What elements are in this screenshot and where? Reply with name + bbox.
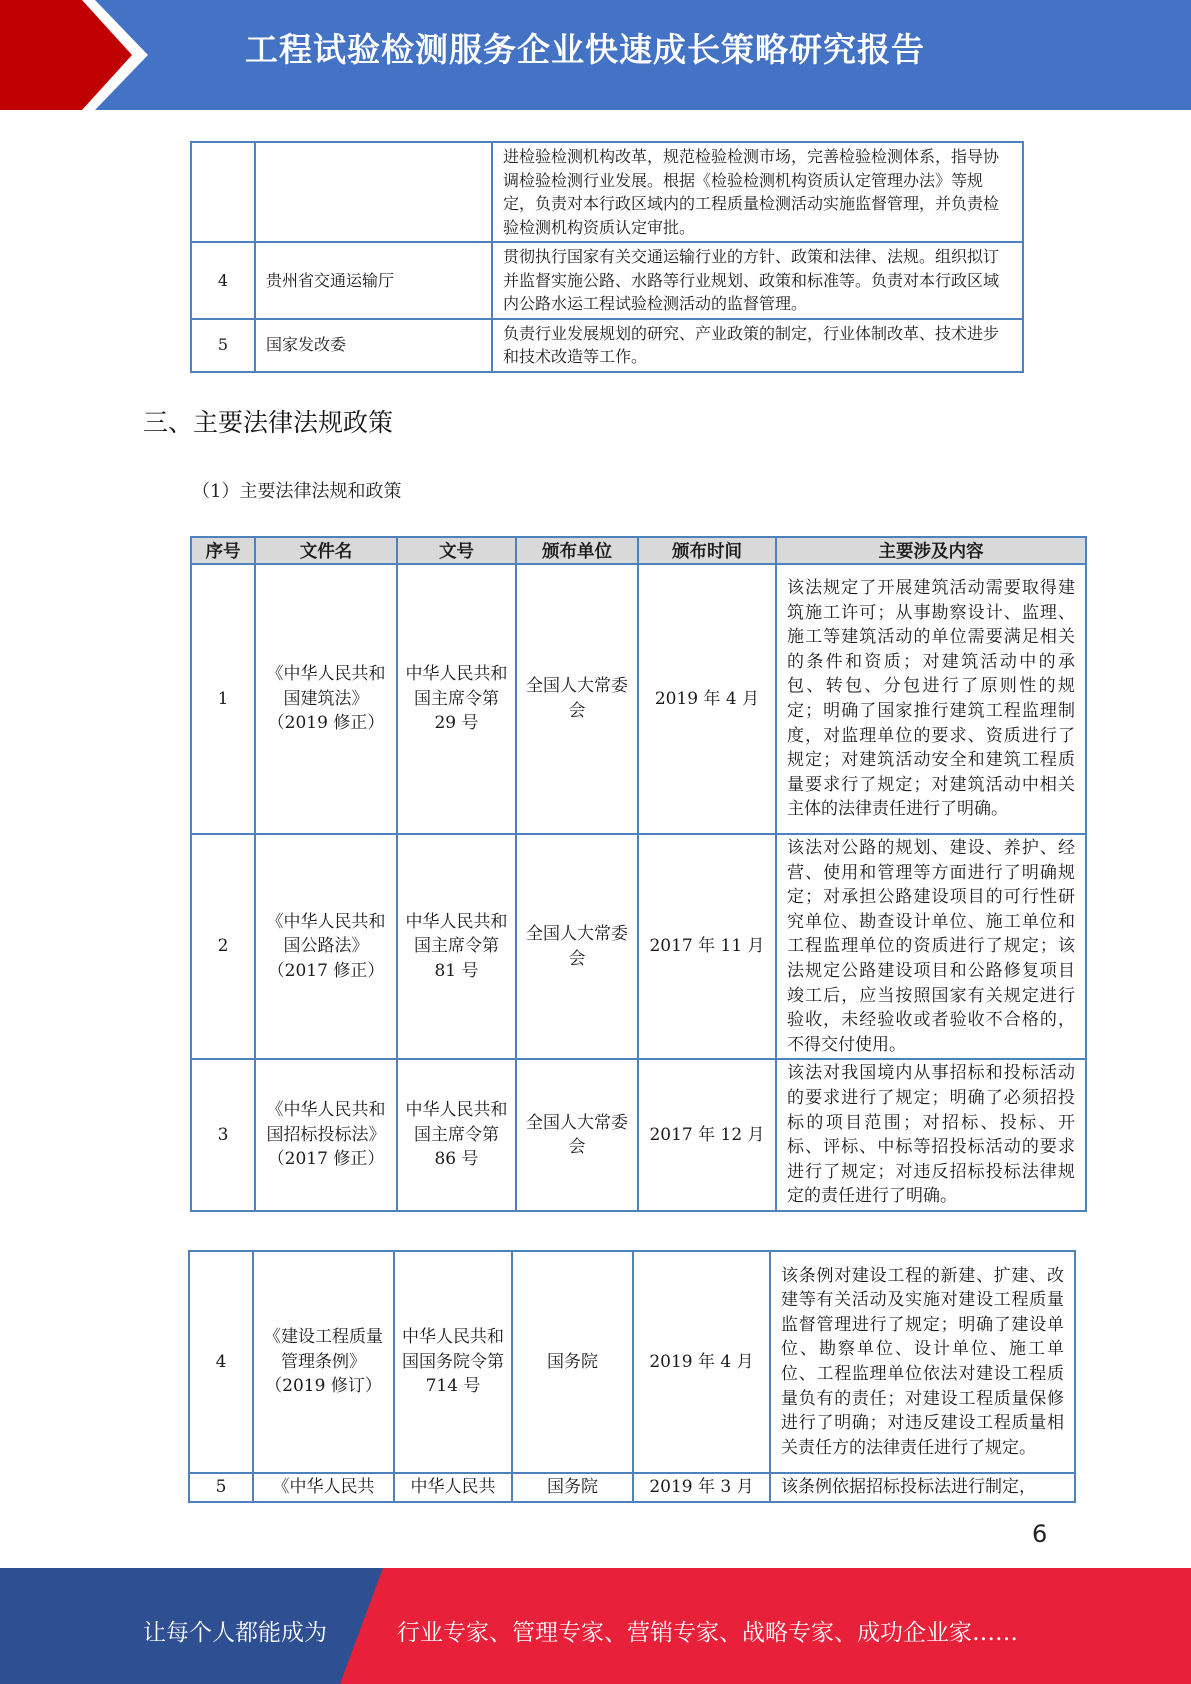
header-bar xyxy=(0,0,1191,110)
row-number: 5 xyxy=(191,319,255,372)
table-row xyxy=(191,142,1023,242)
law-content: 该法对公路的规划、建设、养护、经营、使用和管理等方面进行了明确规定；对承担公路建设项目的可行性研究单位、勘查设计单位、施工单位和工程监理单位的资质进行了规定；该法规定公路建设项目和公路修复项目竣工后，应当按照国家有关规定进行验收，未经验收或者验收不合格的，不得交付使用。 xyxy=(776,834,1086,1059)
law-name: 《建设工程质量管理条例》（2019 修订） xyxy=(253,1251,394,1473)
law-doc-number: 中华人民共和国主席令第 29 号 xyxy=(397,564,516,834)
footer-slogan-left: 让每个人都能成为 xyxy=(143,1620,327,1646)
law-issuer: 国务院 xyxy=(512,1473,633,1502)
law-number: 3 xyxy=(191,1059,255,1211)
law-issuer: 全国人大常委会 xyxy=(516,564,638,834)
law-issuer: 全国人大常委会 xyxy=(516,834,638,1059)
authority-name: 国家发改委 xyxy=(255,319,492,372)
law-date: 2019 年 4 月 xyxy=(638,564,776,834)
subsection-heading: （1）主要法律法规和政策 xyxy=(192,481,402,502)
report-title: 工程试验检测服务企业快速成长策略研究报告 xyxy=(245,30,925,69)
law-date: 2017 年 12 月 xyxy=(638,1059,776,1211)
law-issuer: 国务院 xyxy=(512,1251,633,1473)
laws-table-continued xyxy=(188,1250,1076,1503)
column-header: 主要涉及内容 xyxy=(776,537,1086,564)
law-content: 该条例依据招标投标法进行制定， xyxy=(770,1473,1075,1502)
table-row xyxy=(191,242,1023,319)
law-doc-number: 中华人民共和国主席令第 86 号 xyxy=(397,1059,516,1211)
authority-duty: 进检验检测机构改革，规范检验检测市场，完善检验检测体系，指导协调检验检测行业发展。根据《检验检测机构资质认定管理办法》等规定，负责对本行政区域内的工程质量检测活动实施监督管理，并负责检验检测机构资质认定审批。 xyxy=(492,142,1023,242)
table-row xyxy=(191,834,1086,1059)
law-doc-number: 中华人民共和国国务院令第 714 号 xyxy=(394,1251,512,1473)
authority-duty: 贯彻执行国家有关交通运输行业的方针、政策和法律、法规。组织拟订并监督实施公路、水路等行业规划、政策和标准等。负责对本行政区域内公路水运工程试验检测活动的监督管理。 xyxy=(492,242,1023,319)
table-row xyxy=(189,1251,1075,1473)
authority-duty: 负责行业发展规划的研究、产业政策的制定，行业体制改革、技术进步和技术改造等工作。 xyxy=(492,319,1023,372)
law-name: 《中华人民共和国招标投标法》（2017 修正） xyxy=(255,1059,397,1211)
law-doc-number: 中华人民共 xyxy=(394,1473,512,1502)
law-number: 4 xyxy=(189,1251,253,1473)
law-content: 该法规定了开展建筑活动需要取得建筑施工许可；从事勘察设计、监理、施工等建筑活动的单位需要满足相关的条件和资质；对建筑活动中的承包、转包、分包进行了原则性的规定；明确了国家推行建筑工程监理制度，对监理单位的要求、资质进行了规定；对建筑活动安全和建筑工程质量要求行了规定；对建筑活动中相关主体的法律责任进行了明确。 xyxy=(776,564,1086,834)
table-header-row xyxy=(191,537,1086,564)
table-row xyxy=(191,319,1023,372)
authority-name xyxy=(255,142,492,242)
law-name: 《中华人民共 xyxy=(253,1473,394,1502)
authorities-table xyxy=(190,141,1024,373)
column-header: 文号 xyxy=(397,537,516,564)
law-number: 2 xyxy=(191,834,255,1059)
law-name: 《中华人民共和国建筑法》（2019 修正） xyxy=(255,564,397,834)
section-heading: 三、主要法律法规政策 xyxy=(143,408,394,437)
table-row xyxy=(191,564,1086,834)
authority-name: 贵州省交通运输厅 xyxy=(255,242,492,319)
law-doc-number: 中华人民共和国主席令第 81 号 xyxy=(397,834,516,1059)
column-header: 文件名 xyxy=(255,537,397,564)
law-content: 该条例对建设工程的新建、扩建、改建等有关活动及实施对建设工程质量监督管理进行了规定；明确了建设单位、勘察单位、设计单位、施工单位、工程监理单位依法对建设工程质量负有的责任；对建设工程质量保修进行了明确；对违反建设工程质量相关责任方的法律责任进行了规定。 xyxy=(770,1251,1075,1473)
column-header: 序号 xyxy=(191,537,255,564)
law-issuer: 全国人大常委会 xyxy=(516,1059,638,1211)
table-row xyxy=(191,1059,1086,1211)
column-header: 颁布时间 xyxy=(638,537,776,564)
law-number: 5 xyxy=(189,1473,253,1502)
law-content: 该法对我国境内从事招标和投标活动的要求进行了规定；明确了必须招投标的项目范围；对招标、投标、开标、评标、中标等招投标活动的要求进行了规定；对违反招标投标法律规定的责任进行了明确。 xyxy=(776,1059,1086,1211)
header-arrow-decoration xyxy=(0,0,150,110)
law-date: 2019 年 3 月 xyxy=(633,1473,770,1502)
law-number: 1 xyxy=(191,564,255,834)
law-date: 2017 年 11 月 xyxy=(638,834,776,1059)
law-date: 2019 年 4 月 xyxy=(633,1251,770,1473)
page-number: 6 xyxy=(1032,1520,1048,1548)
column-header: 颁布单位 xyxy=(516,537,638,564)
table-row xyxy=(189,1473,1075,1502)
laws-table xyxy=(190,536,1087,1212)
row-number xyxy=(191,142,255,242)
footer-slogan-right: 行业专家、管理专家、营销专家、战略专家、成功企业家…… xyxy=(397,1620,1018,1646)
law-name: 《中华人民共和国公路法》（2017 修正） xyxy=(255,834,397,1059)
row-number: 4 xyxy=(191,242,255,319)
